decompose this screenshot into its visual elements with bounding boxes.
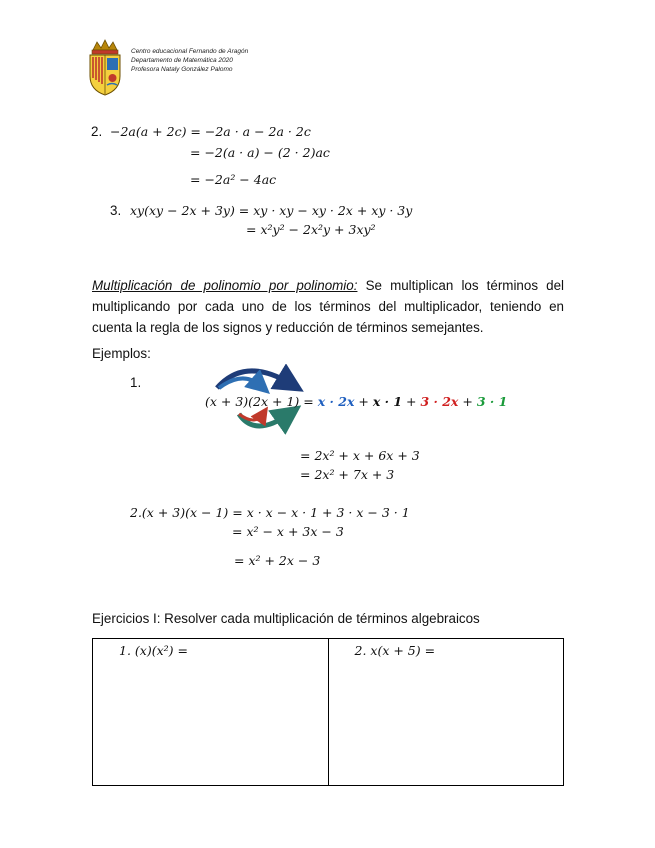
poly1-term3: 3 · 2x [420, 394, 459, 409]
poly1-step1: = 2x² + x + 6x + 3 [300, 448, 420, 463]
exercise-1-label: 1. (x)(x²) = [119, 643, 188, 658]
header-department: Departamento de Matemática 2020 [131, 57, 233, 64]
exercise-2-label: 2. x(x + 5) = [354, 643, 436, 658]
header-school-name: Centro educacional Fernando de Aragón [131, 48, 249, 55]
header-teacher: Profesora Nataly González Palomo [131, 66, 233, 73]
poly1-equation [205, 394, 507, 409]
poly1-op2: + [402, 394, 421, 409]
poly1-term4: 3 · 1 [476, 394, 508, 409]
section-paragraph [92, 275, 564, 338]
poly1-term1: x · 2x [317, 394, 355, 409]
exercise-cell-1[interactable] [93, 639, 329, 786]
poly1-lhs: (x + 3)(2x + 1) = [205, 394, 314, 409]
ex2-number: 2. [91, 124, 103, 139]
school-crest-icon [85, 38, 125, 96]
poly1-number: 1. [130, 375, 142, 390]
exercise-cell-2[interactable] [328, 639, 564, 786]
poly1-term2: x · 1 [372, 394, 403, 409]
ex3-number: 3. [110, 203, 122, 218]
ex2-line3: = −2a² − 4ac [190, 172, 277, 187]
poly2-line1: 2.(x + 3)(x − 1) = x · x − x · 1 + 3 · x − 3 · 1 [130, 505, 410, 520]
poly2-line2: = x² − x + 3x − 3 [232, 524, 344, 539]
section-title: Multiplicación de polinomio por polinomio: [92, 278, 358, 293]
section-text: Se multiplican los términos del multiplicando por cada uno de los términos del multiplicador, teniendo en cuenta la regla de los signos y reducción de términos semejantes. [92, 278, 565, 335]
poly1-op3: + [458, 394, 477, 409]
poly2-line3: = x² + 2x − 3 [234, 553, 321, 568]
ex3-line1: xy(xy − 2x + 3y) = xy · xy − xy · 2x + xy · 3y [130, 203, 413, 218]
examples-label: Ejemplos: [92, 346, 151, 361]
exercises-table [92, 638, 564, 786]
ex2-line1: −2a(a + 2c) = −2a · a − 2a · 2c [110, 124, 311, 139]
exercises-title: Ejercicios I: Resolver cada multiplicación de términos algebraicos [92, 611, 480, 626]
ex3-line2: = x²y² − 2x²y + 3xy² [246, 222, 376, 237]
ex2-line2: = −2(a · a) − (2 · 2)ac [190, 145, 330, 160]
poly1-op1: + [354, 394, 373, 409]
poly1-step2: = 2x² + 7x + 3 [300, 467, 395, 482]
